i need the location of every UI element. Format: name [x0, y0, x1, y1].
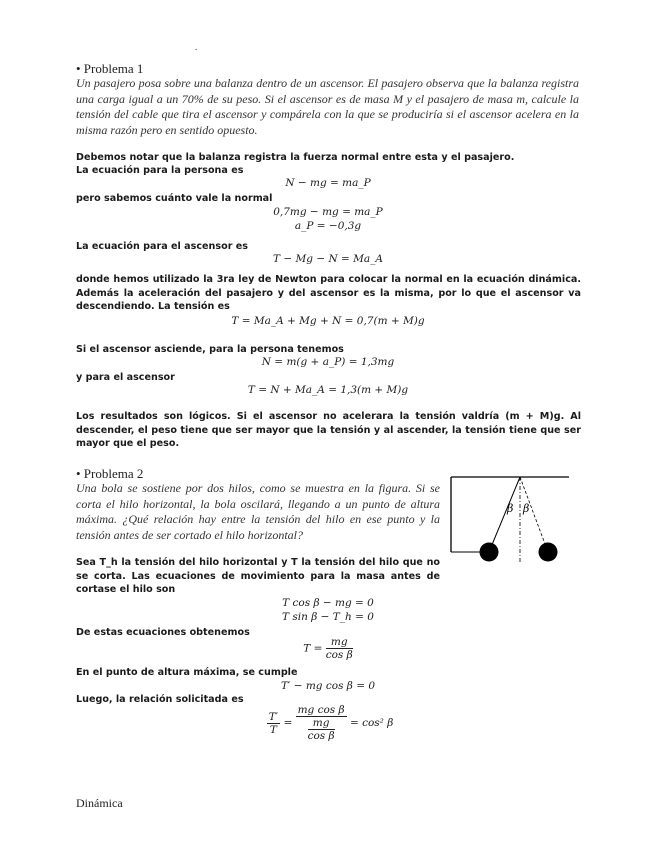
problem2-eq-1: T cos β − mg = 0 — [282, 597, 374, 609]
problem1-statement: Un pasajero posa sobre una balanza dentro de un ascensor. El pasajero observa que la balanza registra una carga igual a un 70% de su peso. Si el ascensor es de masa M y el pasajero de masa m, calcule la tensión del cable que tira el ascensor y compárela con la que se produciría si el ascensor acelera en la misma razón pero en sentido opuesto. — [76, 76, 579, 137]
problem2-eq-4: T′ − mg cos β = 0 — [280, 680, 376, 692]
problem1-text-5: donde hemos utilizado la 3ra ley de Newton para colocar la normal en la ecuación dinámica. Además la aceleración del pasajero y del ascensor es la misma, por lo que el ascensor va descendiendo. La tensión es — [76, 274, 581, 312]
page-footer: Dinámica — [76, 796, 123, 810]
ball-max-height — [539, 543, 558, 562]
eq5-lhs-denominator: T — [269, 723, 277, 736]
problem2-eq-2: T sin β − T_h = 0 — [282, 611, 374, 623]
problem2-statement: Una bola se sostiene por dos hilos, como se muestra en la figura. Si se corta el hilo horizontal, la bola oscilará, llegando a un punto de altura máxima. ¿Qué relación hay entre la tensión del hilo en ese punto y la tensión antes de ser cortado el hilo horizontal? — [76, 481, 440, 542]
problem2-text-3: En el punto de altura máxima, se cumple — [76, 667, 298, 678]
eq5-mid-fraction — [296, 704, 347, 742]
problem1-eq-7: T = N + Ma_A = 1,3(m + M)g — [247, 384, 409, 396]
problem1-text-7: y para el ascensor — [76, 372, 175, 383]
problem2-text-1: Sea T_h la tensión del hilo horizontal y T la tensión del hilo que no se corta. Las ecuaciones de movimiento para la masa antes de cortase el hilo son — [76, 557, 440, 595]
problem1-text-3: pero sabemos cuánto vale la normal — [76, 193, 273, 204]
pendulum-figure — [448, 472, 572, 570]
eq5-inner-denominator: cos β — [307, 730, 335, 742]
problem1-eq-1: N − mg = ma_P — [285, 177, 371, 189]
eq5-lhs-fraction — [267, 711, 280, 736]
problem2-eq-3 — [278, 636, 378, 661]
problem1-eq-3: a_P = −0,3g — [294, 220, 362, 232]
angle-right-label: β — [523, 502, 530, 515]
eq5-mid-numerator: mg cos β — [297, 704, 345, 716]
problem1-eq-5: T = Ma_A + Mg + N = 0,7(m + M)g — [231, 315, 425, 327]
problem1-text-2: La ecuación para la persona es — [76, 165, 244, 176]
problem2-text-2: De estas ecuaciones obtenemos — [76, 627, 250, 638]
eq5-rhs: = cos² β — [349, 717, 394, 729]
problem1-eq-4: T − Mg − N = Ma_A — [273, 253, 383, 265]
eq3-denominator: cos β — [325, 649, 353, 661]
problem2-text-4: Luego, la relación solicitada es — [76, 694, 244, 705]
eq3-numerator: mg — [326, 636, 353, 649]
problem1-heading: • Problema 1 — [76, 61, 144, 76]
eq3-lhs: T = — [303, 642, 323, 655]
problem2-heading: • Problema 2 — [76, 466, 144, 481]
problem2-eq-5: $\frac{T'}{T}$ = $\frac{\text{mg cos β}}{\frac{mg}{\text{cos β}}}$ = cos² β — [268, 704, 394, 742]
inclined-string — [489, 477, 520, 552]
top-mark: . — [195, 42, 198, 52]
angle-left-label: β — [507, 502, 514, 515]
problem1-eq-6: N = m(g + a_P) = 1,3mg — [261, 356, 395, 368]
eq5-mid-denominator — [296, 717, 347, 742]
eq5-lhs-numerator: T′ — [268, 710, 279, 723]
problem1-text-4: La ecuación para el ascensor es — [76, 241, 248, 252]
problem1-text-8: Los resultados son lógicos. Si el ascensor no acelerara la tensión valdría (m + M)g. Al descender, el peso tiene que ser mayor que la tensión y al ascender, la tensión tiene que ser mayor que el peso. — [76, 411, 581, 449]
eq3-fraction — [326, 636, 353, 661]
ball-initial — [480, 543, 499, 562]
problem1-eq-2: 0,7mg − mg = ma_P — [273, 206, 383, 218]
problem1-text-1: Debemos notar que la balanza registra la fuerza normal entre esta y el pasajero. — [76, 152, 515, 163]
eq5-inner-numerator: mg — [308, 717, 335, 730]
problem1-text-6: Si el ascensor asciende, para la persona tenemos — [76, 344, 344, 355]
